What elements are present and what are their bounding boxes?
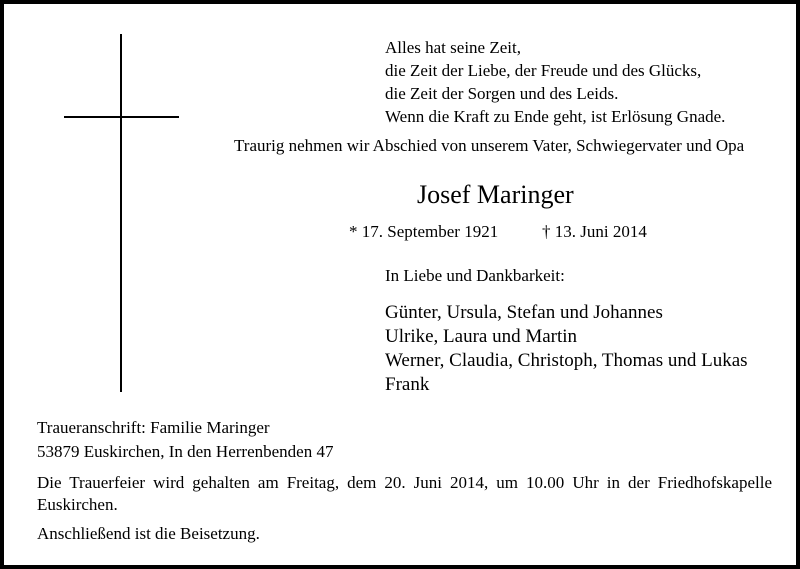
poem-line: Alles hat seine Zeit, <box>385 38 521 57</box>
ceremony-info: Die Trauerfeier wird gehalten am Freitag, dem 20. Juni 2014, um 10.00 Uhr in der Friedhofskapelle Euskirchen. <box>37 473 772 514</box>
birth-date: * 17. September 1921 <box>349 222 499 241</box>
cross-icon <box>120 34 122 392</box>
death-date: † 13. Juni 2014 <box>542 222 647 241</box>
farewell-intro: Traurig nehmen wir Abschied von unserem Vater, Schwiegervater und Opa <box>234 136 745 155</box>
mourning-address <box>37 416 333 464</box>
family-line: Frank <box>385 374 430 395</box>
deceased-name: Josef Maringer <box>417 180 574 209</box>
thanks-heading: In Liebe und Dankbarkeit: <box>385 266 565 285</box>
address-line: Traueranschrift: Familie Maringer <box>37 418 270 437</box>
poem-line: die Zeit der Sorgen und des Leids. <box>385 84 619 103</box>
poem <box>385 36 725 128</box>
family-line: Werner, Claudia, Christoph, Thomas und Lukas <box>385 350 748 371</box>
address-line: 53879 Euskirchen, In den Herrenbenden 47 <box>37 442 334 461</box>
poem-line: die Zeit der Liebe, der Freude und des Glücks, <box>385 61 702 80</box>
cross-icon-bar <box>64 116 179 118</box>
poem-line: Wenn die Kraft zu Ende geht, ist Erlösung Gnade. <box>385 107 726 126</box>
family-line: Günter, Ursula, Stefan und Johannes <box>385 302 663 323</box>
family-line: Ulrike, Laura und Martin <box>385 326 578 347</box>
family-list <box>385 301 748 397</box>
burial-info: Anschließend ist die Beisetzung. <box>37 524 260 543</box>
